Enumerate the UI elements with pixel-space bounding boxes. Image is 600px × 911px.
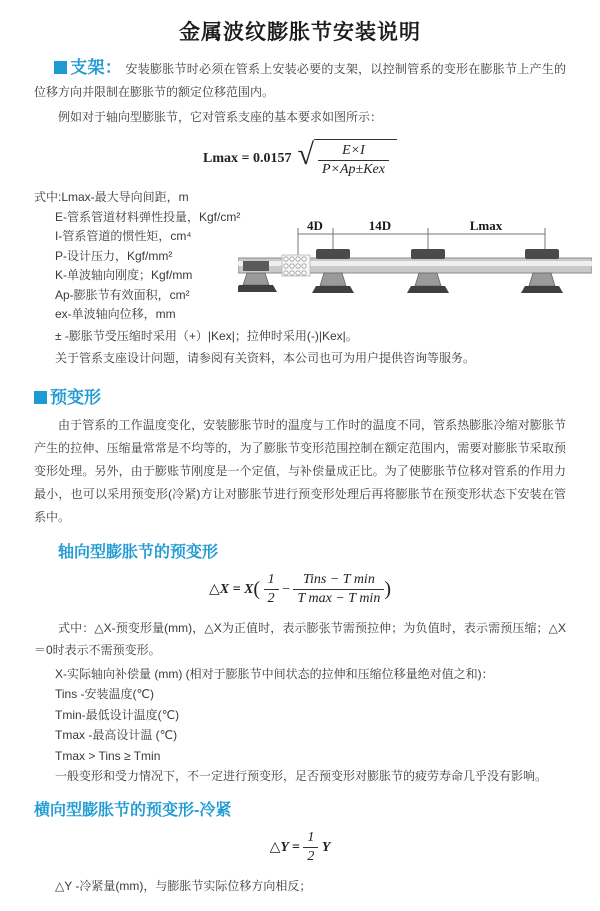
variable-line: ± -膨胀节受压缩时采用（+）|Kex|；拉伸时采用(-)|Kex|。: [55, 328, 358, 343]
axial-line: Tmax -最高设计温 (℃): [55, 728, 178, 743]
axial-explain-paragraph: 式中：△X-预变形量(mm)，△X为正值时，表示膨张节需预拉伸；为负值时，表示需预压缩；△X＝0时表示不需预变形。: [34, 620, 566, 657]
axial-line: Tins -安装温度(℃): [55, 687, 155, 702]
dim-label-14d: 14D: [368, 218, 392, 234]
blue-square-icon: [54, 61, 67, 74]
lmax-formula: [0, 139, 600, 178]
support-intro-text: 安装膨胀节时必须在管系上安装必要的支架，以控制管系的变形在膨胀节上产生的位移方向并限制在膨胀节的额定位移范围内。: [34, 62, 566, 99]
variable-line: Ap-膨胀节有效面积，cm²: [55, 287, 190, 302]
sqrt-radical: √ $\frac{E\times I}{\text{P×Ap±Kex}}$: [298, 139, 397, 178]
lateral-formula: △Y = $\frac{1}{2}$ Y: [269, 829, 331, 864]
bellows-icon: [282, 255, 310, 276]
variable-definitions: [0, 188, 600, 369]
pipe-support-diagram: [238, 218, 592, 310]
support-example-line: 例如对于轴向型膨胀节，它对管系支座的基本要求如图所示：: [58, 110, 383, 124]
axial-formula-lhs: △X = X: [208, 581, 254, 597]
lateral-subheading: 横向型膨胀节的预变形-冷紧: [34, 801, 232, 819]
variable-line: K-单波轴向刚度；Kgf/mm: [55, 268, 193, 283]
axial-definition-lines: [0, 664, 600, 787]
support-section-heading: 支架：: [54, 58, 122, 77]
axial-formula: △X = X( $\frac{1}{2}$ − $\frac{\text{Tins − T min}}{\text{T max − T min}}$ ): [208, 571, 391, 606]
consult-note: 关于管系支座设计问题，请参阅有关资料，本公司也可为用户提供咨询等服务。: [55, 350, 476, 365]
page-title: 金属波纹膨胀节安装说明: [179, 21, 421, 44]
half-fraction: $\frac{1}{2}$: [303, 830, 318, 865]
axial-subheading: 轴向型膨胀节的预变形: [58, 543, 219, 561]
variable-line: P-设计压力，Kgf/mm²: [55, 248, 173, 263]
axial-line: Tmin-最低设计温度(℃): [55, 707, 180, 722]
axial-note-line: 一般变形和受力情况下，不一定进行预变形，足否预变形对膨胀节的疲劳寿命几乎没有影响。: [55, 769, 548, 784]
temperature-fraction: $\frac{\text{Tins − T min}}{\text{T max − T min}}$: [293, 572, 384, 607]
predeform-paragraph: 由于管系的工作温度变化，安装膨胀节时的温度与工作时的温度不同，管系热膨胀冷缩对膨胀节产生的拉伸、压缩量常常是不均等的，为了膨胀节变形范围控制在额定范围内，需要对膨胀节采取预变形处理。另外，由于膨账节刚度是一个定值，与补偿量成正比。为了使膨胀节位移对管系的作用力最小，也可以采用预变形(冷紧)方让对膨胀节进行预变形处理后再将膨胀节在预变形状态下安装在管系中。: [34, 417, 566, 524]
lateral-formula-lhs: △Y =: [269, 839, 300, 855]
dim-label-4d: 4D: [307, 218, 323, 234]
lmax-formula-fraction: $\frac{E\times I}{\text{P×Ap±Kex}}$: [318, 143, 389, 178]
variable-line: I-管系管道的惯性矩，cm⁴: [55, 229, 192, 244]
blue-square-icon: [34, 391, 47, 404]
variable-line: E-管系管道材料弹性投量，Kgf/cm²: [55, 209, 241, 224]
lmax-formula-lhs: Lmax = 0.0157: [203, 150, 292, 166]
variable-line: 式中:Lmax-最大导向间距，m: [34, 190, 189, 205]
predeform-section-heading: 预变形: [34, 383, 566, 408]
support-intro-paragraph: [34, 56, 566, 104]
lateral-note-line: △Y -冷紧量(mm)，与膨胀节实际位移方向相反；: [55, 879, 312, 894]
pipe-support-diagram-svg: [238, 218, 592, 310]
variable-line: ex-单波轴向位移，mm: [55, 307, 176, 322]
dim-label-lmax: Lmax: [469, 218, 503, 234]
axial-line: Tmax > Tins ≥ Tmin: [55, 748, 161, 763]
axial-line: X-实际轴向补偿量 (mm) (相对于膨胀节中间状态的拉伸和压缩位移量绝对值之和)：: [55, 666, 494, 681]
half-fraction: $\frac{1}{2}$: [264, 572, 279, 607]
